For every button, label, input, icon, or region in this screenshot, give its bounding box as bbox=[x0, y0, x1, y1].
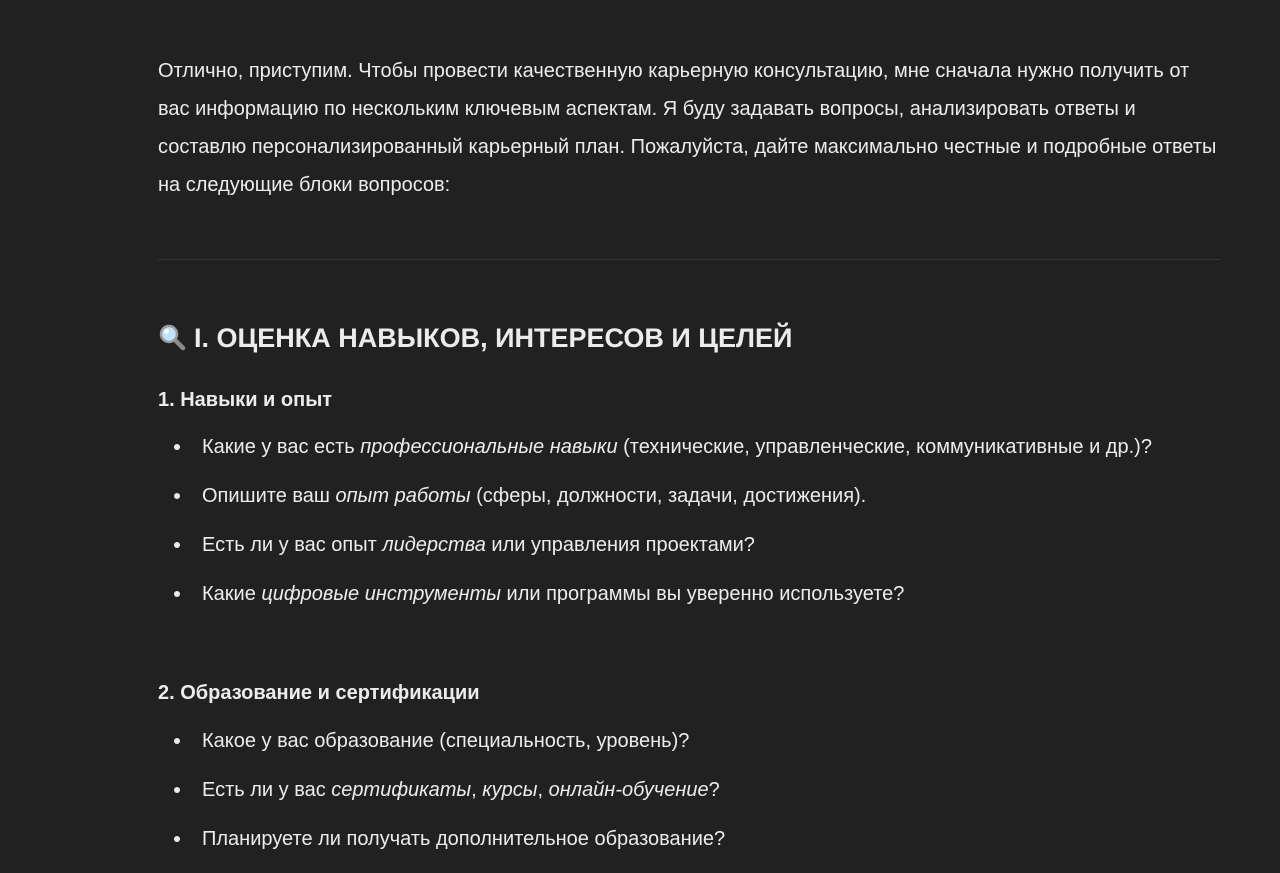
bullet-dot bbox=[174, 836, 180, 842]
magnifier-icon bbox=[158, 323, 188, 353]
list-item: Какие у вас есть профессиональные навыки (технические, управленческие, коммуникативные и др.)? bbox=[158, 428, 1220, 466]
list-item: Какое у вас образование (специальность, уровень)? bbox=[158, 722, 1220, 760]
list-item: Планируете ли получать дополнительное образование? bbox=[158, 820, 1220, 858]
bullet-dot bbox=[174, 493, 180, 499]
bullet-dot bbox=[174, 591, 180, 597]
education-question-list bbox=[158, 722, 1220, 869]
list-item: Есть ли у вас сертификаты, курсы, онлайн-обучение? bbox=[158, 771, 1220, 809]
list-item: Есть ли у вас опыт лидерства или управления проектами? bbox=[158, 526, 1220, 564]
bullet-dot bbox=[174, 542, 180, 548]
list-item: Опишите ваш опыт работы (сферы, должности, задачи, достижения). bbox=[158, 477, 1220, 515]
divider bbox=[158, 259, 1220, 260]
subsection-title-education: 2. Образование и сертификации bbox=[158, 682, 480, 704]
bullet-dot bbox=[174, 738, 180, 744]
intro-paragraph: Отлично, приступим. Чтобы провести качественную карьерную консультацию, мне сначала нужно получить от вас информацию по нескольким ключевым аспектам. Я буду задавать вопросы, анализировать ответы и составлю персонализированный карьерный план. Пожалуйста, дайте максимально честные и подробные ответы на следующие блоки вопросов: bbox=[158, 60, 1217, 196]
bullet-dot bbox=[174, 787, 180, 793]
section-title-text: I. ОЦЕНКА НАВЫКОВ, ИНТЕРЕСОВ И ЦЕЛЕЙ bbox=[194, 323, 793, 353]
skills-question-list bbox=[158, 428, 1220, 624]
list-item: Какие цифровые инструменты или программы вы уверенно используете? bbox=[158, 575, 1220, 613]
bullet-dot bbox=[174, 444, 180, 450]
subsection-title-skills: 1. Навыки и опыт bbox=[158, 389, 333, 411]
section-title bbox=[158, 318, 792, 358]
